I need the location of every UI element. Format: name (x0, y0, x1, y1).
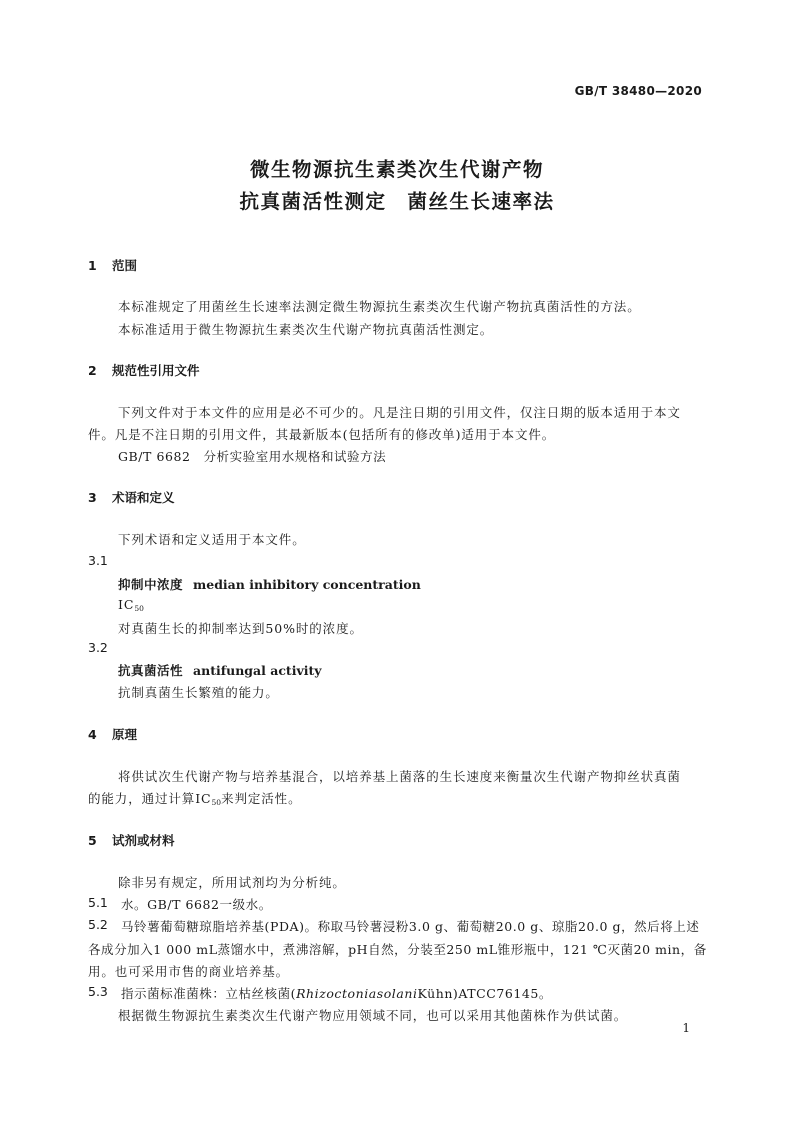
section-4-number: 4 (88, 727, 97, 742)
clause-5-2-text-line2: 各成分加入1 000 mL蒸馏水中，煮沸溶解，pH自然，分装至250 mL锥形瓶中，121 ℃灭菌20 min，备 (88, 942, 707, 957)
term-3-2-heading (118, 661, 322, 679)
clause-5-2-number: 5.2 (88, 917, 108, 932)
symbol-main: IC (118, 597, 135, 612)
clause-5-2-text-line1: 马铃薯葡萄糖琼脂培养基(PDA)。称取马铃薯浸粉3.0 g、葡萄糖20.0 g、琼脂20.0 g，然后将上述 (121, 919, 700, 934)
section-2-heading (88, 361, 200, 379)
section-4-heading (88, 725, 137, 743)
strain-species-name: Rhizoctoniasolani (296, 986, 418, 1001)
term-3-1-symbol (118, 597, 144, 613)
strain-text: 指示菌标准菌株：立枯丝核菌( (121, 986, 297, 1001)
standard-number: GB/T 38480—2020 (574, 84, 702, 98)
strain-text-end: Kühn)ATCC76145。 (417, 986, 552, 1001)
term-3-2-chinese: 抗真菌活性 (118, 663, 184, 678)
section-5-number: 5 (88, 833, 97, 848)
section-1-title: 范围 (112, 258, 138, 273)
page-number: 1 (682, 1021, 690, 1035)
clause-5-3-text (121, 984, 552, 1002)
term-3-1-english: median inhibitory concentration (193, 577, 421, 592)
principle-text: 的能力，通过计算IC (88, 791, 212, 806)
section-4-paragraph-line2 (88, 789, 301, 807)
clause-5-2-text-line3: 用。也可采用市售的商业培养基。 (88, 964, 290, 979)
section-3-title: 术语和定义 (112, 490, 175, 505)
clause-5-3-note: 根据微生物源抗生素类次生代谢产物应用领域不同，也可以采用其他菌株作为供试菌。 (118, 1008, 628, 1023)
term-3-2-english: antifungal activity (193, 663, 322, 678)
ic-subscript: 50 (211, 798, 222, 807)
section-2-number: 2 (88, 363, 97, 378)
section-5-intro: 除非另有规定，所用试剂均为分析纯。 (118, 875, 346, 890)
term-3-1-chinese: 抑制中浓度 (118, 577, 184, 592)
document-title-line1: 微生物源抗生素类次生代谢产物 (249, 158, 544, 181)
clause-5-1-text: 水。GB/T 6682一级水。 (121, 897, 272, 912)
principle-text-end: 来判定活性。 (221, 791, 302, 806)
section-5-heading (88, 831, 175, 849)
section-4-paragraph-line1: 将供试次生代谢产物与培养基混合，以培养基上菌落的生长速度来衡量次生代谢产物抑丝状真菌 (118, 769, 681, 784)
document-title-line2: 抗真菌活性测定 菌丝生长速率法 (239, 190, 555, 213)
term-3-1-definition: 对真菌生长的抑制率达到50%时的浓度。 (118, 621, 363, 636)
section-5-title: 试剂或材料 (112, 833, 175, 848)
term-3-1-heading (118, 575, 421, 593)
section-1-paragraph-2: 本标准适用于微生物源抗生素类次生代谢产物抗真菌活性测定。 (118, 322, 494, 337)
section-3-intro: 下列术语和定义适用于本文件。 (118, 532, 306, 547)
normative-reference: GB/T 6682 分析实验室用水规格和试验方法 (118, 449, 387, 464)
section-2-paragraph-line2: 件。凡是不注日期的引用文件，其最新版本(包括所有的修改单)适用于本文件。 (88, 427, 556, 442)
section-1-heading (88, 256, 137, 274)
section-3-number: 3 (88, 490, 97, 505)
section-3-heading (88, 488, 175, 506)
clause-5-1-number: 5.1 (88, 895, 108, 910)
section-2-paragraph-line1: 下列文件对于本文件的应用是必不可少的。凡是注日期的引用文件，仅注日期的版本适用于本文 (118, 405, 681, 420)
section-2-title: 规范性引用文件 (112, 363, 200, 378)
term-3-2-number: 3.2 (88, 640, 108, 655)
section-1-number: 1 (88, 258, 97, 273)
term-3-2-definition: 抗制真菌生长繁殖的能力。 (118, 685, 279, 700)
section-4-title: 原理 (112, 727, 138, 742)
section-1-paragraph-1: 本标准规定了用菌丝生长速率法测定微生物源抗生素类次生代谢产物抗真菌活性的方法。 (118, 299, 641, 314)
term-3-1-number: 3.1 (88, 553, 108, 568)
symbol-subscript: 50 (134, 604, 144, 613)
clause-5-3-number: 5.3 (88, 984, 108, 999)
